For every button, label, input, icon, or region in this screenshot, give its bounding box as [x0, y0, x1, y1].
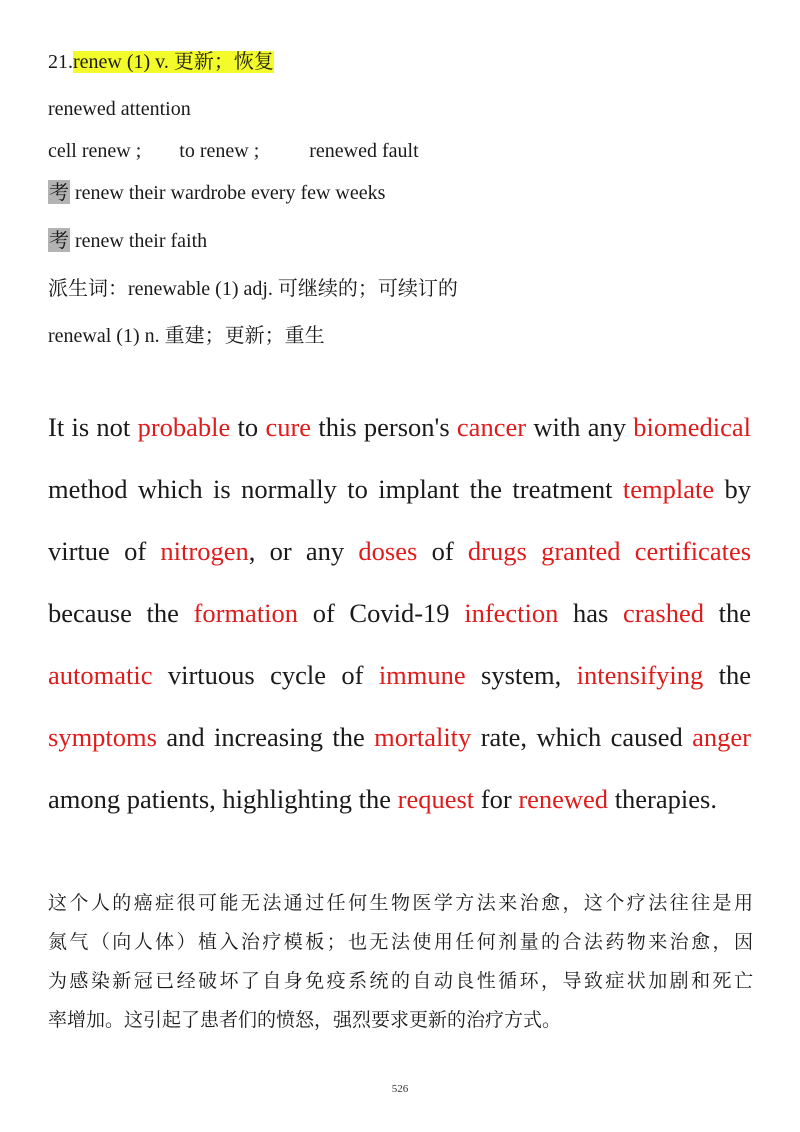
passage-text: by [714, 474, 752, 504]
derivative-renewable: renewable (1) adj. 可继续的；可续订的 [128, 278, 458, 300]
passage-text: of Covid-19 [298, 598, 465, 628]
keyword: immune [378, 660, 466, 690]
passage-text: rate, which caused [471, 722, 693, 752]
passage-text: with any [526, 412, 634, 442]
passage-text: this person's [311, 412, 457, 442]
keyword: doses [358, 536, 418, 566]
passage-line [48, 644, 751, 706]
page-number: 526 [391, 1083, 409, 1095]
keyword: crashed [623, 598, 704, 628]
passage-line [48, 458, 751, 520]
english-passage [48, 396, 751, 830]
exam-example-1 [48, 178, 385, 207]
passage-line [48, 706, 751, 768]
passage-text: and increasing the [156, 722, 375, 752]
passage-line [48, 582, 751, 644]
keyword: mortality [374, 722, 472, 752]
passage-text: the [703, 598, 751, 628]
exam-example-text: renew their faith [70, 230, 208, 252]
keyword: probable [137, 412, 231, 442]
keyword: template [622, 474, 715, 504]
passage-text: method which is normally to implant the treatment [48, 474, 623, 504]
derivative-renewal: renewal (1) n. 重建；更新；重生 [48, 325, 325, 347]
chinese-translation [48, 884, 753, 1040]
keyword: anger [692, 722, 751, 752]
entry-number: 21. [48, 51, 73, 73]
passage-text [621, 536, 635, 566]
passage-text: therapies. [608, 784, 717, 814]
exam-marker: 考 [49, 180, 69, 204]
passage-text: system, [465, 660, 577, 690]
passage-line [48, 396, 751, 458]
keyword: symptoms [48, 722, 157, 752]
passage-text: of [417, 536, 468, 566]
exam-example-2 [48, 226, 207, 255]
keyword: cure [265, 412, 312, 442]
passage-text [527, 536, 541, 566]
keyword: formation [193, 598, 299, 628]
phrase-line [48, 137, 419, 165]
keyword: automatic [48, 660, 153, 690]
passage-line [48, 768, 751, 830]
keyword: granted [541, 536, 621, 566]
exam-example-text: renew their wardrobe every few weeks [70, 182, 386, 204]
passage-text: for [474, 784, 519, 814]
entry-headword: renew (1) v. 更新；恢复 [73, 51, 274, 73]
exam-marker: 考 [49, 228, 69, 252]
passage-text: It is not [48, 412, 138, 442]
phrase-renewed-fault: renewed fault [309, 140, 419, 162]
phrase-to-renew: to renew ; [179, 140, 260, 162]
passage-text: because the [48, 598, 194, 628]
translation-line: 氮气（向人体）植入治疗模板；也无法使用任何剂量的合法药物来治愈，因 [48, 931, 753, 953]
passage-line [48, 520, 751, 582]
passage-text: has [558, 598, 624, 628]
passage-text: the [703, 660, 752, 690]
keyword: certificates [634, 536, 752, 566]
keyword: nitrogen [160, 536, 249, 566]
passage-text: virtuous cycle of [152, 660, 379, 690]
phrase-cell-renew: cell renew ; [48, 140, 142, 162]
entry-heading [48, 48, 274, 76]
translation-line: 率增加。这引起了患者们的愤怒，强烈要求更新的治疗方式。 [48, 1009, 562, 1031]
passage-text: among patients, highlighting the [48, 784, 398, 814]
keyword: renewed [518, 784, 609, 814]
derivative-line-1 [48, 274, 458, 303]
keyword: biomedical [633, 412, 751, 442]
phrase-renewed-attention: renewed attention [48, 98, 191, 120]
translation-line: 这个人的癌症很可能无法通过任何生物医学方法来治愈，这个疗法往往是用 [48, 892, 753, 914]
keyword: drugs [467, 536, 527, 566]
keyword: intensifying [576, 660, 704, 690]
passage-text: , or any [248, 536, 359, 566]
passage-text: virtue of [48, 536, 161, 566]
keyword: infection [464, 598, 559, 628]
derivative-label: 派生词： [48, 276, 128, 300]
translation-line: 为感染新冠已经破坏了自身免疫系统的自动良性循环，导致症状加剧和死亡 [48, 970, 753, 992]
keyword: cancer [456, 412, 527, 442]
keyword: request [397, 784, 475, 814]
passage-text: to [230, 412, 266, 442]
